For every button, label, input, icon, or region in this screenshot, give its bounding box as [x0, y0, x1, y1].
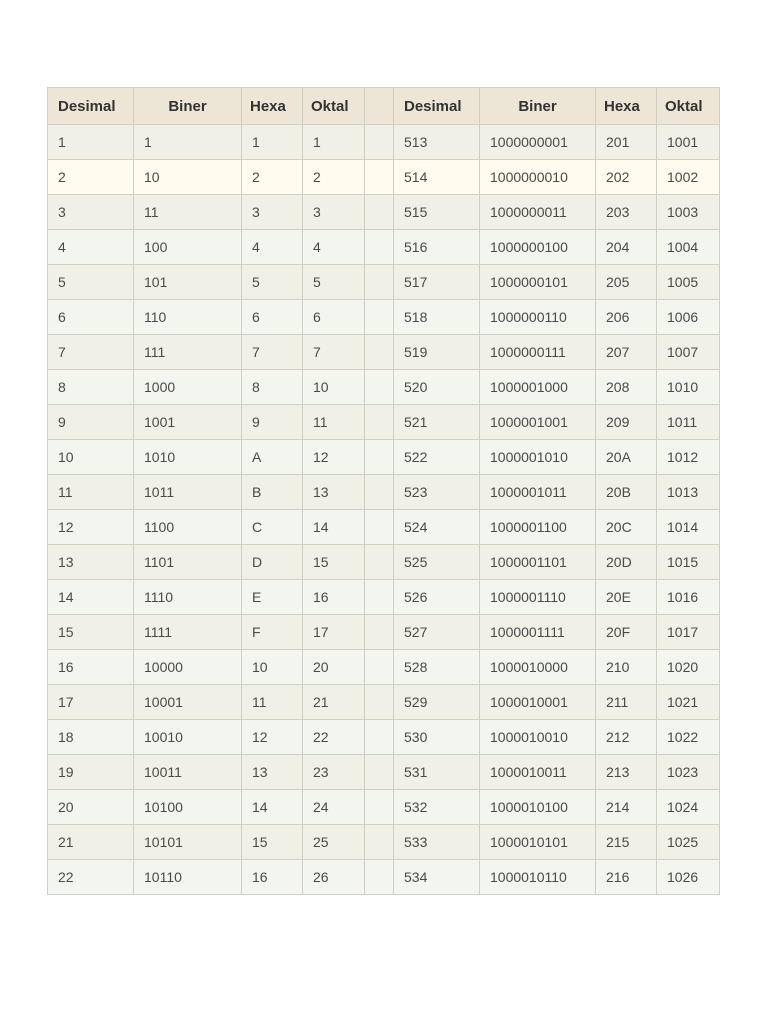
cell-biner-2: 1000010100 — [480, 790, 596, 825]
cell-oktal: 26 — [303, 860, 365, 895]
cell-oktal: 4 — [303, 230, 365, 265]
cell-hexa: F — [242, 615, 303, 650]
table-row — [48, 125, 720, 160]
cell-hexa-2: 20A — [596, 440, 657, 475]
cell-biner: 1001 — [134, 405, 242, 440]
cell-desimal: 12 — [48, 510, 134, 545]
cell-desimal: 8 — [48, 370, 134, 405]
cell-hexa-2: 206 — [596, 300, 657, 335]
cell-biner-2: 1000000111 — [480, 335, 596, 370]
cell-biner-2: 1000001011 — [480, 475, 596, 510]
cell-hexa: D — [242, 545, 303, 580]
cell-spacer — [365, 405, 394, 440]
cell-oktal-2: 1007 — [657, 335, 720, 370]
cell-hexa-2: 214 — [596, 790, 657, 825]
cell-hexa-2: 203 — [596, 195, 657, 230]
table-row — [48, 510, 720, 545]
cell-desimal: 18 — [48, 720, 134, 755]
header-biner-2: Biner — [480, 88, 596, 125]
cell-hexa: E — [242, 580, 303, 615]
cell-oktal-2: 1011 — [657, 405, 720, 440]
cell-biner: 10101 — [134, 825, 242, 860]
cell-oktal-2: 1016 — [657, 580, 720, 615]
cell-hexa-2: 208 — [596, 370, 657, 405]
cell-oktal: 10 — [303, 370, 365, 405]
cell-desimal-2: 524 — [394, 510, 480, 545]
cell-desimal-2: 519 — [394, 335, 480, 370]
cell-desimal: 20 — [48, 790, 134, 825]
cell-biner: 10110 — [134, 860, 242, 895]
cell-oktal-2: 1021 — [657, 685, 720, 720]
header-desimal: Desimal — [48, 88, 134, 125]
cell-hexa-2: 209 — [596, 405, 657, 440]
cell-hexa-2: 204 — [596, 230, 657, 265]
cell-oktal: 22 — [303, 720, 365, 755]
cell-spacer — [365, 580, 394, 615]
cell-biner-2: 1000000011 — [480, 195, 596, 230]
header-hexa-2: Hexa — [596, 88, 657, 125]
cell-hexa-2: 212 — [596, 720, 657, 755]
cell-oktal: 12 — [303, 440, 365, 475]
cell-spacer — [365, 195, 394, 230]
cell-spacer — [365, 125, 394, 160]
cell-oktal-2: 1003 — [657, 195, 720, 230]
cell-hexa: 5 — [242, 265, 303, 300]
cell-biner-2: 1000001101 — [480, 545, 596, 580]
cell-oktal-2: 1025 — [657, 825, 720, 860]
cell-biner: 1000 — [134, 370, 242, 405]
cell-spacer — [365, 370, 394, 405]
header-oktal-2: Oktal — [657, 88, 720, 125]
cell-desimal-2: 533 — [394, 825, 480, 860]
cell-biner-2: 1000001001 — [480, 405, 596, 440]
cell-biner-2: 1000010001 — [480, 685, 596, 720]
cell-hexa-2: 20C — [596, 510, 657, 545]
cell-desimal-2: 516 — [394, 230, 480, 265]
cell-oktal-2: 1022 — [657, 720, 720, 755]
cell-desimal-2: 513 — [394, 125, 480, 160]
cell-biner: 1100 — [134, 510, 242, 545]
cell-desimal-2: 531 — [394, 755, 480, 790]
cell-hexa-2: 20B — [596, 475, 657, 510]
cell-spacer — [365, 685, 394, 720]
cell-desimal: 4 — [48, 230, 134, 265]
cell-hexa: 15 — [242, 825, 303, 860]
cell-hexa: A — [242, 440, 303, 475]
cell-biner: 10011 — [134, 755, 242, 790]
cell-desimal: 9 — [48, 405, 134, 440]
table-body — [48, 125, 720, 895]
header-desimal-2: Desimal — [394, 88, 480, 125]
cell-hexa-2: 205 — [596, 265, 657, 300]
cell-biner: 10100 — [134, 790, 242, 825]
table-row — [48, 160, 720, 195]
cell-biner: 11 — [134, 195, 242, 230]
cell-hexa: 9 — [242, 405, 303, 440]
cell-desimal-2: 522 — [394, 440, 480, 475]
cell-biner: 1101 — [134, 545, 242, 580]
cell-hexa: 16 — [242, 860, 303, 895]
cell-hexa: 11 — [242, 685, 303, 720]
cell-desimal: 21 — [48, 825, 134, 860]
cell-hexa-2: 201 — [596, 125, 657, 160]
cell-spacer — [365, 335, 394, 370]
header-hexa: Hexa — [242, 88, 303, 125]
cell-oktal-2: 1023 — [657, 755, 720, 790]
cell-desimal: 10 — [48, 440, 134, 475]
table-row — [48, 230, 720, 265]
cell-oktal-2: 1006 — [657, 300, 720, 335]
table-row — [48, 720, 720, 755]
table-row — [48, 650, 720, 685]
cell-spacer — [365, 440, 394, 475]
cell-hexa: 13 — [242, 755, 303, 790]
cell-oktal-2: 1005 — [657, 265, 720, 300]
cell-hexa-2: 213 — [596, 755, 657, 790]
cell-hexa: 8 — [242, 370, 303, 405]
cell-hexa: 4 — [242, 230, 303, 265]
cell-desimal-2: 534 — [394, 860, 480, 895]
cell-biner-2: 1000000001 — [480, 125, 596, 160]
cell-biner: 110 — [134, 300, 242, 335]
cell-spacer — [365, 615, 394, 650]
header-biner: Biner — [134, 88, 242, 125]
cell-oktal-2: 1004 — [657, 230, 720, 265]
cell-desimal-2: 517 — [394, 265, 480, 300]
table-row — [48, 335, 720, 370]
cell-oktal: 14 — [303, 510, 365, 545]
cell-oktal-2: 1020 — [657, 650, 720, 685]
cell-hexa-2: 20E — [596, 580, 657, 615]
cell-oktal-2: 1017 — [657, 615, 720, 650]
cell-spacer — [365, 860, 394, 895]
cell-desimal: 6 — [48, 300, 134, 335]
cell-spacer — [365, 790, 394, 825]
cell-biner-2: 1000010010 — [480, 720, 596, 755]
cell-oktal-2: 1012 — [657, 440, 720, 475]
cell-spacer — [365, 475, 394, 510]
cell-desimal: 5 — [48, 265, 134, 300]
table-row — [48, 475, 720, 510]
cell-desimal: 22 — [48, 860, 134, 895]
cell-biner: 111 — [134, 335, 242, 370]
cell-desimal-2: 528 — [394, 650, 480, 685]
cell-spacer — [365, 545, 394, 580]
cell-biner-2: 1000000101 — [480, 265, 596, 300]
cell-oktal: 11 — [303, 405, 365, 440]
cell-oktal: 21 — [303, 685, 365, 720]
cell-desimal-2: 530 — [394, 720, 480, 755]
cell-oktal: 17 — [303, 615, 365, 650]
cell-biner: 100 — [134, 230, 242, 265]
cell-oktal-2: 1024 — [657, 790, 720, 825]
cell-oktal: 7 — [303, 335, 365, 370]
cell-biner-2: 1000001000 — [480, 370, 596, 405]
cell-biner: 10001 — [134, 685, 242, 720]
table-row — [48, 580, 720, 615]
cell-spacer — [365, 755, 394, 790]
cell-spacer — [365, 720, 394, 755]
cell-desimal: 1 — [48, 125, 134, 160]
cell-hexa-2: 207 — [596, 335, 657, 370]
cell-oktal-2: 1001 — [657, 125, 720, 160]
cell-oktal: 23 — [303, 755, 365, 790]
cell-biner-2: 1000001111 — [480, 615, 596, 650]
cell-oktal: 5 — [303, 265, 365, 300]
cell-biner: 1111 — [134, 615, 242, 650]
cell-hexa: 14 — [242, 790, 303, 825]
cell-oktal: 25 — [303, 825, 365, 860]
cell-biner: 101 — [134, 265, 242, 300]
table-row — [48, 265, 720, 300]
cell-biner-2: 1000010011 — [480, 755, 596, 790]
cell-oktal-2: 1014 — [657, 510, 720, 545]
cell-biner-2: 1000010101 — [480, 825, 596, 860]
cell-desimal-2: 521 — [394, 405, 480, 440]
cell-spacer — [365, 230, 394, 265]
cell-biner: 10000 — [134, 650, 242, 685]
cell-spacer — [365, 265, 394, 300]
cell-oktal-2: 1002 — [657, 160, 720, 195]
cell-hexa: 1 — [242, 125, 303, 160]
cell-biner-2: 1000010110 — [480, 860, 596, 895]
cell-desimal-2: 532 — [394, 790, 480, 825]
cell-biner: 1011 — [134, 475, 242, 510]
cell-desimal: 2 — [48, 160, 134, 195]
cell-desimal-2: 529 — [394, 685, 480, 720]
cell-biner: 10 — [134, 160, 242, 195]
cell-hexa-2: 20D — [596, 545, 657, 580]
cell-desimal: 13 — [48, 545, 134, 580]
cell-biner-2: 1000001100 — [480, 510, 596, 545]
cell-oktal-2: 1015 — [657, 545, 720, 580]
number-conversion-table — [47, 87, 720, 895]
cell-biner-2: 1000001010 — [480, 440, 596, 475]
table-row — [48, 405, 720, 440]
conversion-table-container — [47, 87, 720, 895]
cell-biner-2: 1000000100 — [480, 230, 596, 265]
table-row — [48, 440, 720, 475]
cell-hexa: 10 — [242, 650, 303, 685]
cell-hexa-2: 211 — [596, 685, 657, 720]
cell-desimal-2: 518 — [394, 300, 480, 335]
table-row — [48, 825, 720, 860]
cell-spacer — [365, 650, 394, 685]
cell-hexa: 6 — [242, 300, 303, 335]
cell-desimal-2: 514 — [394, 160, 480, 195]
cell-hexa: 7 — [242, 335, 303, 370]
cell-desimal: 3 — [48, 195, 134, 230]
cell-desimal-2: 523 — [394, 475, 480, 510]
cell-desimal: 17 — [48, 685, 134, 720]
cell-oktal-2: 1013 — [657, 475, 720, 510]
cell-desimal-2: 527 — [394, 615, 480, 650]
cell-desimal: 7 — [48, 335, 134, 370]
cell-hexa-2: 210 — [596, 650, 657, 685]
cell-hexa: 12 — [242, 720, 303, 755]
cell-desimal: 15 — [48, 615, 134, 650]
table-row — [48, 615, 720, 650]
cell-biner-2: 1000000010 — [480, 160, 596, 195]
cell-biner-2: 1000010000 — [480, 650, 596, 685]
cell-biner: 1 — [134, 125, 242, 160]
cell-oktal: 16 — [303, 580, 365, 615]
cell-hexa-2: 20F — [596, 615, 657, 650]
header-oktal: Oktal — [303, 88, 365, 125]
cell-hexa: 2 — [242, 160, 303, 195]
cell-hexa: 3 — [242, 195, 303, 230]
cell-oktal: 15 — [303, 545, 365, 580]
cell-hexa-2: 215 — [596, 825, 657, 860]
cell-desimal: 11 — [48, 475, 134, 510]
header-row — [48, 88, 720, 125]
table-row — [48, 195, 720, 230]
cell-hexa-2: 202 — [596, 160, 657, 195]
cell-desimal-2: 525 — [394, 545, 480, 580]
cell-hexa: B — [242, 475, 303, 510]
header-spacer — [365, 88, 394, 125]
cell-oktal: 13 — [303, 475, 365, 510]
table-row — [48, 860, 720, 895]
cell-biner-2: 1000001110 — [480, 580, 596, 615]
table-row — [48, 755, 720, 790]
cell-spacer — [365, 160, 394, 195]
cell-desimal: 16 — [48, 650, 134, 685]
cell-desimal-2: 515 — [394, 195, 480, 230]
table-row — [48, 300, 720, 335]
cell-desimal-2: 526 — [394, 580, 480, 615]
cell-desimal: 19 — [48, 755, 134, 790]
table-header — [48, 88, 720, 125]
cell-spacer — [365, 300, 394, 335]
cell-biner: 1110 — [134, 580, 242, 615]
cell-desimal-2: 520 — [394, 370, 480, 405]
cell-oktal: 20 — [303, 650, 365, 685]
cell-hexa-2: 216 — [596, 860, 657, 895]
cell-hexa: C — [242, 510, 303, 545]
cell-oktal-2: 1026 — [657, 860, 720, 895]
cell-oktal: 3 — [303, 195, 365, 230]
cell-oktal-2: 1010 — [657, 370, 720, 405]
table-row — [48, 790, 720, 825]
table-row — [48, 685, 720, 720]
cell-spacer — [365, 825, 394, 860]
cell-biner: 1010 — [134, 440, 242, 475]
cell-desimal: 14 — [48, 580, 134, 615]
table-row — [48, 370, 720, 405]
table-row — [48, 545, 720, 580]
cell-biner-2: 1000000110 — [480, 300, 596, 335]
cell-biner: 10010 — [134, 720, 242, 755]
cell-oktal: 24 — [303, 790, 365, 825]
cell-oktal: 6 — [303, 300, 365, 335]
cell-oktal: 1 — [303, 125, 365, 160]
cell-spacer — [365, 510, 394, 545]
cell-oktal: 2 — [303, 160, 365, 195]
